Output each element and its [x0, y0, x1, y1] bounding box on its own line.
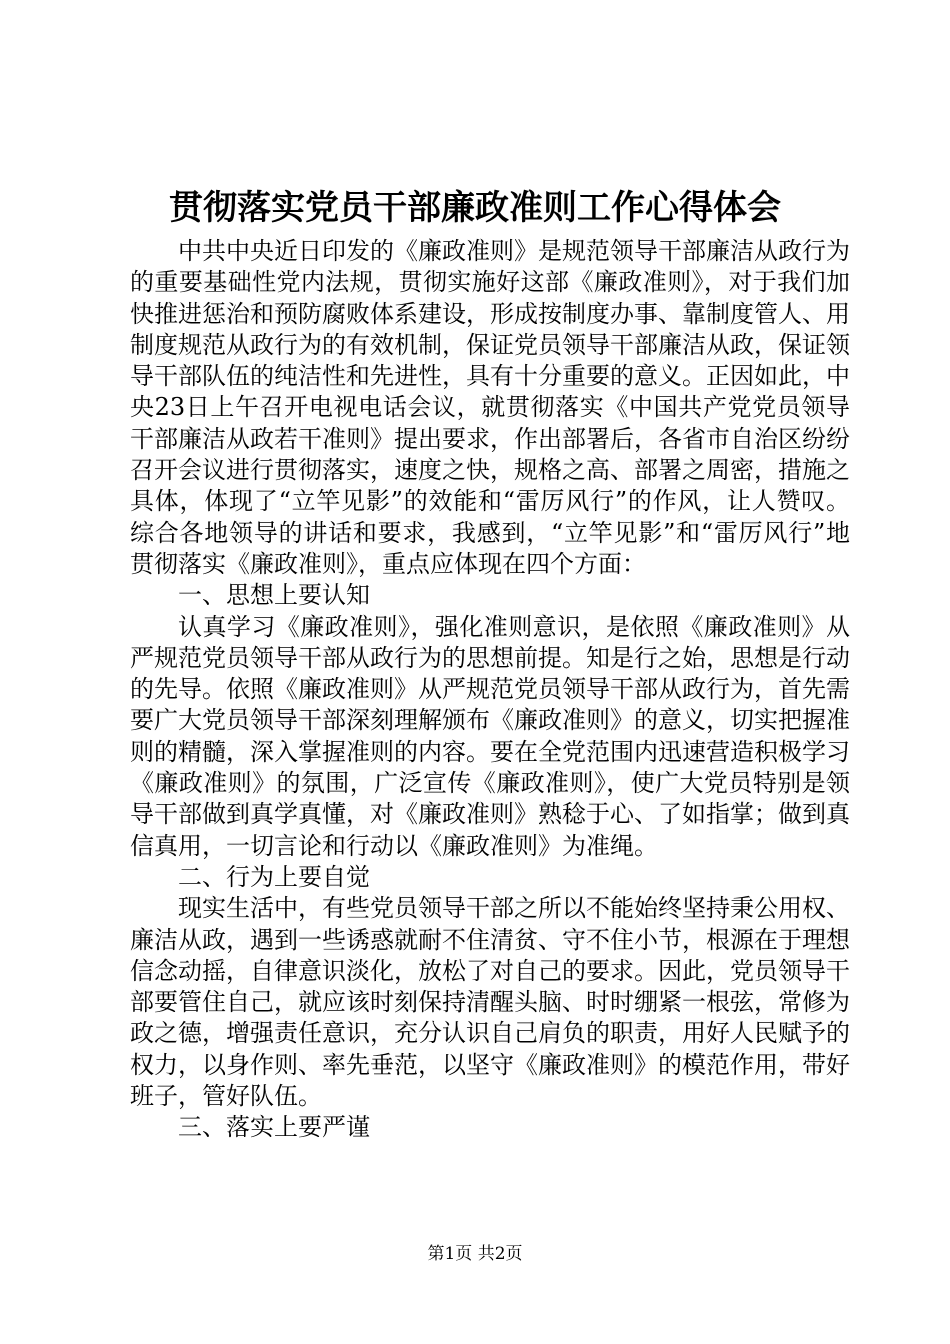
section-heading-3: 三、落实上要严谨: [178, 1113, 370, 1142]
document-body: [130, 236, 850, 1144]
document-title: 贯彻落实党员干部廉政准则工作心得体会: [169, 188, 781, 228]
section-paragraph-1: 认真学习《廉政准则》，强化准则意识，是依照《廉政准则》从严规范党员领导干部从政行为的思想前提。知是行之始，思想是行动的先导。依照《廉政准则》从严规范党员领导干部从政行为，首先需要广大党员领导干部深刻理解颁布《廉政准则》的意义，切实把握准则的精髓，深入掌握准则的内容。要在全党范围内迅速营造积极学习《廉政准则》的氛围，广泛宣传《廉政准则》，使广大党员特别是领导干部做到真学真懂，对《廉政准则》熟稔于心、了如指掌；做到真信真用，一切言论和行动以《廉政准则》为准绳。: [130, 612, 850, 860]
section-heading-1: 一、思想上要认知: [178, 581, 370, 610]
section-heading-2: 二、行为上要自觉: [178, 862, 370, 891]
intro-paragraph: 中共中央近日印发的《廉政准则》是规范领导干部廉洁从政行为的重要基础性党内法规，贯彻实施好这部《廉政准则》，对于我们加快推进惩治和预防腐败体系建设，形成按制度办事、靠制度管人、用制度规范从政行为的有效机制，保证党员领导干部廉洁从政，保证领导干部队伍的纯洁性和先进性，具有十分重要的意义。正因如此，中央23日上午召开电视电话会议，就贯彻落实《中国共产党党员领导干部廉洁从政若干准则》提出要求，作出部署后，各省市自治区纷纷召开会议进行贯彻落实，速度之快，规格之高、部署之周密，措施之具体，体现了“立竿见影”的效能和“雷厉风行”的作风，让人赞叹。综合各地领导的讲话和要求，我感到，“立竿见影”和“雷厉风行”地贯彻落实《廉政准则》，重点应体现在四个方面：: [130, 237, 850, 578]
section-paragraph-2: 现实生活中，有些党员领导干部之所以不能始终坚持秉公用权、廉洁从政，遇到一些诱惑就耐不住清贫、守不住小节，根源在于理想信念动摇，自律意识淡化，放松了对自己的要求。因此，党员领导干部要管住自己，就应该时刻保持清醒头脑、时时绷紧一根弦，常修为政之德，增强责任意识，充分认识自己肩负的职责，用好人民赋予的权力，以身作则、率先垂范，以坚守《廉政准则》的模范作用，带好班子，管好队伍。: [130, 894, 850, 1111]
page-number-footer: 第1页 共2页: [427, 1244, 523, 1264]
